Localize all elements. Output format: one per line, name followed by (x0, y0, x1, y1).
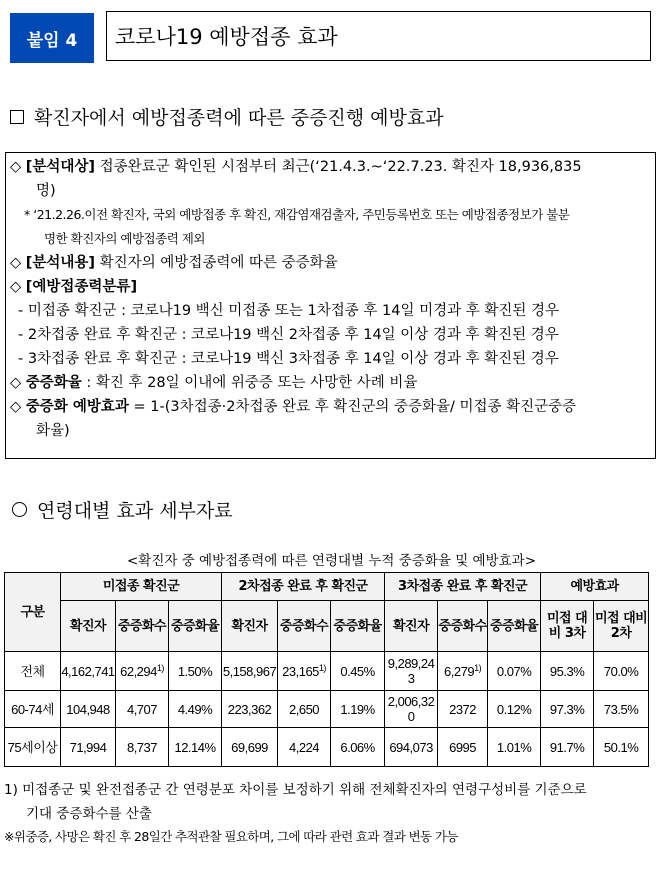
cell: 12.14% (169, 728, 222, 767)
analysis-severe: ◇ 중증화율 : 확진 후 28일 이내에 위중증 또는 사망한 사례 비율 (10, 375, 418, 391)
cell: 97.3% (541, 691, 594, 728)
subheader: 확진자 (61, 601, 116, 652)
cell: 91.7% (541, 728, 594, 767)
cell: 95.3% (541, 652, 594, 691)
analysis-content: ◇ [분석내용] 확진자의 예방접종력에 따른 중증화율 (10, 255, 338, 271)
cell: 1.50% (169, 652, 222, 691)
class-item: - 3차접종 완료 후 확진군 : 코로나19 백신 3차접종 후 14일 이상 경과 후 확진된 경우 (18, 351, 559, 367)
cell: 71,994 (61, 728, 116, 767)
row-label: 전체 (5, 652, 61, 691)
cell: 1.19% (331, 691, 385, 728)
cell: 2,006,320 (385, 691, 438, 728)
subheader: 중증화수 (116, 601, 169, 652)
age-effect-table (4, 572, 649, 767)
cell: 73.5% (594, 691, 649, 728)
subheader: 미접 대비 2차 (594, 601, 649, 652)
severe-label: 중증화율 (25, 375, 82, 391)
class-item: - 2차접종 완료 후 확진군 : 코로나19 백신 2차접종 후 14일 이상 경과 후 확진된 경우 (18, 327, 559, 343)
subheader: 미접 대비 3차 (541, 601, 594, 652)
cell: 1.01% (488, 728, 541, 767)
subheader: 중증화율 (331, 601, 385, 652)
cell: 4,224 (278, 728, 331, 767)
content-text: 확진자의 예방접종력에 따른 중증화율 (95, 255, 338, 271)
cell: 0.07% (488, 652, 541, 691)
cell: 69,699 (222, 728, 278, 767)
analysis-box (5, 152, 656, 459)
square-bullet-icon (10, 110, 24, 124)
header-group-col: 구분 (5, 573, 61, 652)
cell: 23,165$^{1)}$ (278, 652, 331, 691)
footnote-1-cont: 기대 중증화수를 산출 (26, 806, 152, 822)
header-unvaccinated: 미접종 확진군 (61, 573, 222, 601)
attachment-badge: 붙임 4 (10, 13, 94, 63)
cell: 50.1% (594, 728, 649, 767)
analysis-class: ◇ [예방접종력분류] (10, 279, 138, 295)
cell: 4,162,741 (61, 652, 116, 691)
target-note-cont: 명한 확진자의 예방접종력 제외 (44, 231, 205, 246)
subheader: 확진자 (222, 601, 278, 652)
header-dose2: 2차접종 완료 후 확진군 (222, 573, 385, 601)
table-row (5, 691, 649, 728)
cell: 694,073 (385, 728, 438, 767)
severe-text: : 확진 후 28일 이내에 위중증 또는 사망한 사례 비율 (81, 375, 418, 391)
row-label: 75세이상 (5, 728, 61, 767)
cell: 70.0% (594, 652, 649, 691)
cell: 62,294$^{1)}$ (116, 652, 169, 691)
analysis-target: ◇ [분석대상] 접종완료군 확인된 시점부터 최근(‘21.4.3.~‘22.7.23. 확진자 18,936,835 (10, 159, 582, 175)
cell: 223,362 (222, 691, 278, 728)
table-row (5, 728, 649, 767)
target-label: [분석대상] (25, 159, 96, 175)
class-item: - 미접종 확진군 : 코로나19 백신 미접종 또는 1차접종 후 14일 미경과 후 확진된 경우 (18, 303, 559, 319)
cell: 9,289,243 (385, 652, 438, 691)
target-text: 접종완료군 확인된 시점부터 최근(‘21.4.3.~‘22.7.23. 확진자 18,936,835 (95, 159, 582, 175)
cell: 6.06% (331, 728, 385, 767)
effect-label: 중증화 예방효과 (25, 399, 129, 415)
section2-title: 연령대별 효과 세부자료 (37, 500, 233, 522)
cell: 4,707 (116, 691, 169, 728)
class-label: [예방접종력분류] (25, 279, 138, 295)
cell: 0.12% (488, 691, 541, 728)
cell: 6995 (438, 728, 488, 767)
content-label: [분석내용] (25, 255, 96, 271)
header (10, 11, 651, 63)
subheader: 중증화율 (169, 601, 222, 652)
cell: 2372 (438, 691, 488, 728)
document-title: 코로나19 예방접종 효과 (106, 11, 651, 61)
target-text-cont: 명) (36, 183, 56, 199)
header-effect: 예방효과 (541, 573, 649, 601)
cell: 104,948 (61, 691, 116, 728)
effect-text-cont: 화율) (36, 423, 70, 439)
row-label: 60-74세 (5, 691, 61, 728)
section1-heading (10, 103, 444, 130)
target-note: * ‘21.2.26.이전 확진자, 국외 예방접종 후 확진, 재감염재검출자, 주민등록번호 또는 예방접종정보가 불분 (24, 207, 570, 222)
header-dose3: 3차접종 완료 후 확진군 (385, 573, 541, 601)
effect-text: = 1-(3차접종·2차접종 완료 후 확진군의 중증화율/ 미접종 확진군중증 (128, 399, 577, 415)
section1-title: 확진자에서 예방접종력에 따른 중증진행 예방효과 (34, 107, 444, 129)
subheader: 중증화수 (278, 601, 331, 652)
table-row (5, 652, 649, 691)
cell: 5,158,967 (222, 652, 278, 691)
subheader: 확진자 (385, 601, 438, 652)
cell: 2,650 (278, 691, 331, 728)
cell: 8,737 (116, 728, 169, 767)
cell: 0.45% (331, 652, 385, 691)
table-caption: <확진자 중 예방접종력에 따른 연령대별 누적 중증화율 및 예방효과> (126, 553, 537, 569)
analysis-effect: ◇ 중증화 예방효과 = 1-(3차접종·2차접종 완료 후 확진군의 중증화율/ 미접종 확진군중증 (10, 399, 577, 415)
cell: 4.49% (169, 691, 222, 728)
footnote-1: 1) 미접종군 및 완전접종군 간 연령분포 차이를 보정하기 위해 전체확진자의 연령구성비를 기준으로 (4, 782, 587, 798)
circle-bullet-icon (12, 502, 27, 517)
section2-heading (12, 496, 233, 523)
subheader: 중증화율 (488, 601, 541, 652)
cell: 6,279$^{1)}$ (438, 652, 488, 691)
subheader: 중증화수 (438, 601, 488, 652)
footnote-2: ※위중증, 사망은 확진 후 28일간 추적관찰 필요하며, 그에 따라 관련 효과 결과 변동 가능 (4, 829, 458, 844)
